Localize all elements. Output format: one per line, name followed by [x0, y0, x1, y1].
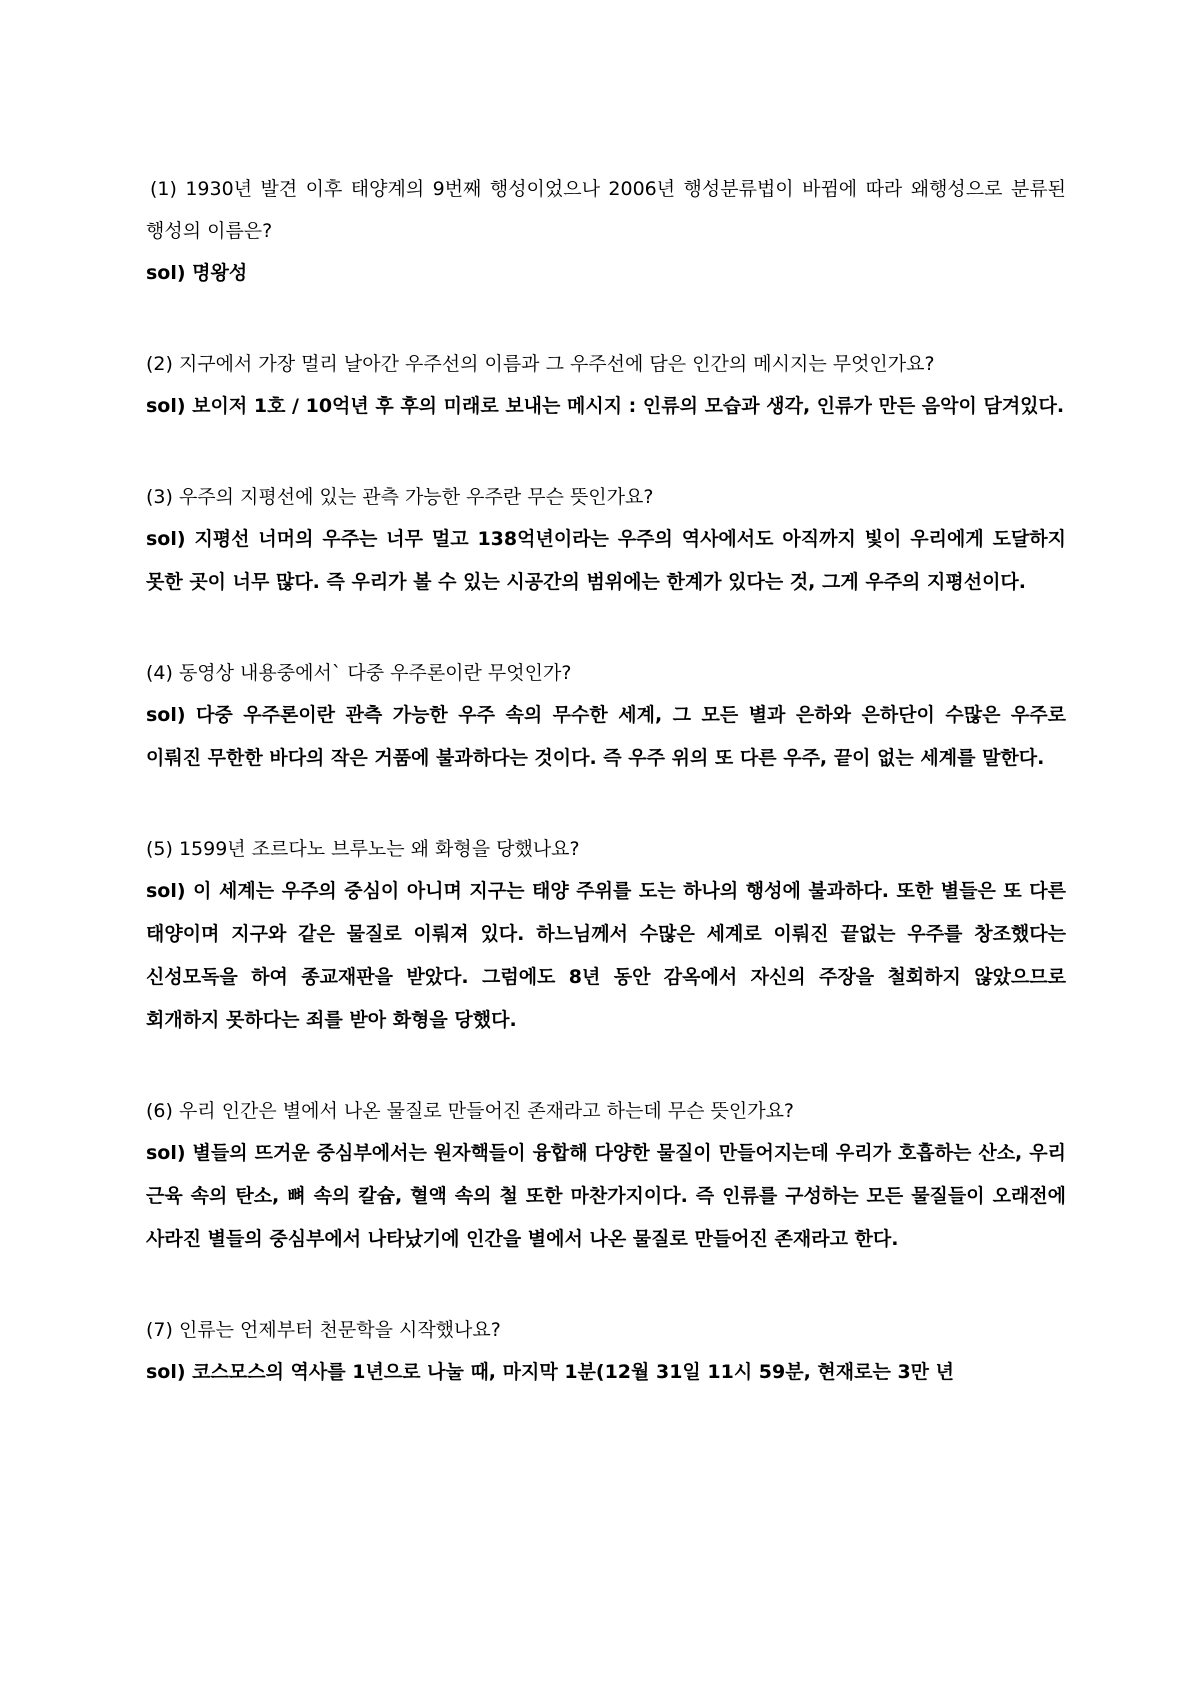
answer-text: sol) 지평선 너머의 우주는 너무 멀고 138억년이라는 우주의 역사에서도 아직까지 빛이 우리에게 도달하지 못한 곳이 너무 많다. 즉 우리가 볼 수 있는 시공간의 범위에는 한계가 있다는 것, 그게 우주의 지평선이다. — [146, 528, 1066, 593]
qa-item-2 — [146, 343, 1066, 428]
qa-item-4 — [146, 652, 1066, 780]
question-text: (2) 지구에서 가장 멀리 날아간 우주선의 이름과 그 우주선에 담은 인간의 메시지는 무엇인가요? — [146, 353, 935, 375]
question-text: (5) 1599년 조르다노 브루노는 왜 화형을 당했나요? — [146, 838, 580, 860]
qa-item-5 — [146, 828, 1066, 1042]
answer-text: sol) 이 세계는 우주의 중심이 아니며 지구는 태양 주위를 도는 하나의 행성에 불과하다. 또한 별들은 또 다른 태양이며 지구와 같은 물질로 이뤄져 있다. 하느님께서 수많은 세계로 이뤄진 끝없는 우주를 창조했다는 신성모독을 하여 종교재판을 받았다. 그럼에도 8년 동안 감옥에서 자신의 주장을 철회하지 않았으므로 회개하지 못하다는 죄를 받아 화형을 당했다. — [146, 880, 1066, 1031]
qa-item-6 — [146, 1090, 1066, 1261]
question-text: (3) 우주의 지평선에 있는 관측 가능한 우주란 무슨 뜻인가요? — [146, 486, 654, 508]
question-text: (6) 우리 인간은 별에서 나온 물질로 만들어진 존재라고 하는데 무슨 뜻인가요? — [146, 1100, 795, 1122]
answer-text: sol) 코스모스의 역사를 1년으로 나눌 때, 마지막 1분(12월 31일 11시 59분, 현재로는 3만 년 — [146, 1361, 955, 1383]
qa-list — [146, 168, 1066, 1442]
question-text: (1) 1930년 발견 이후 태양계의 9번째 행성이었으나 2006년 행성분류법이 바뀜에 따라 왜행성으로 분류된 행성의 이름은? — [146, 178, 1066, 242]
qa-item-7 — [146, 1309, 1066, 1394]
answer-text: sol) 별들의 뜨거운 중심부에서는 원자핵들이 융합해 다양한 물질이 만들어지는데 우리가 호흡하는 산소, 우리 근육 속의 탄소, 뼈 속의 칼슘, 혈액 속의 철 또한 마찬가지이다. 즉 인류를 구성하는 모든 물질들이 오래전에 사라진 별들의 중심부에서 나타났기에 인간을 별에서 나온 물질로 만들어진 존재라고 한다. — [146, 1142, 1066, 1250]
qa-item-1 — [146, 168, 1066, 295]
question-text: (7) 인류는 언제부터 천문학을 시작했나요? — [146, 1319, 501, 1341]
answer-text: sol) 명왕성 — [146, 262, 248, 284]
qa-item-3 — [146, 476, 1066, 604]
answer-text: sol) 다중 우주론이란 관측 가능한 우주 속의 무수한 세계, 그 모든 별과 은하와 은하단이 수많은 우주로 이뤄진 무한한 바다의 작은 거품에 불과하다는 것이다. 즉 우주 위의 또 다른 우주, 끝이 없는 세계를 말한다. — [146, 704, 1066, 769]
question-text: (4) 동영상 내용중에서` 다중 우주론이란 무엇인가? — [146, 662, 572, 684]
answer-text: sol) 보이저 1호 / 10억년 후 후의 미래로 보내는 메시지 : 인류의 모습과 생각, 인류가 만든 음악이 담겨있다. — [146, 395, 1065, 417]
